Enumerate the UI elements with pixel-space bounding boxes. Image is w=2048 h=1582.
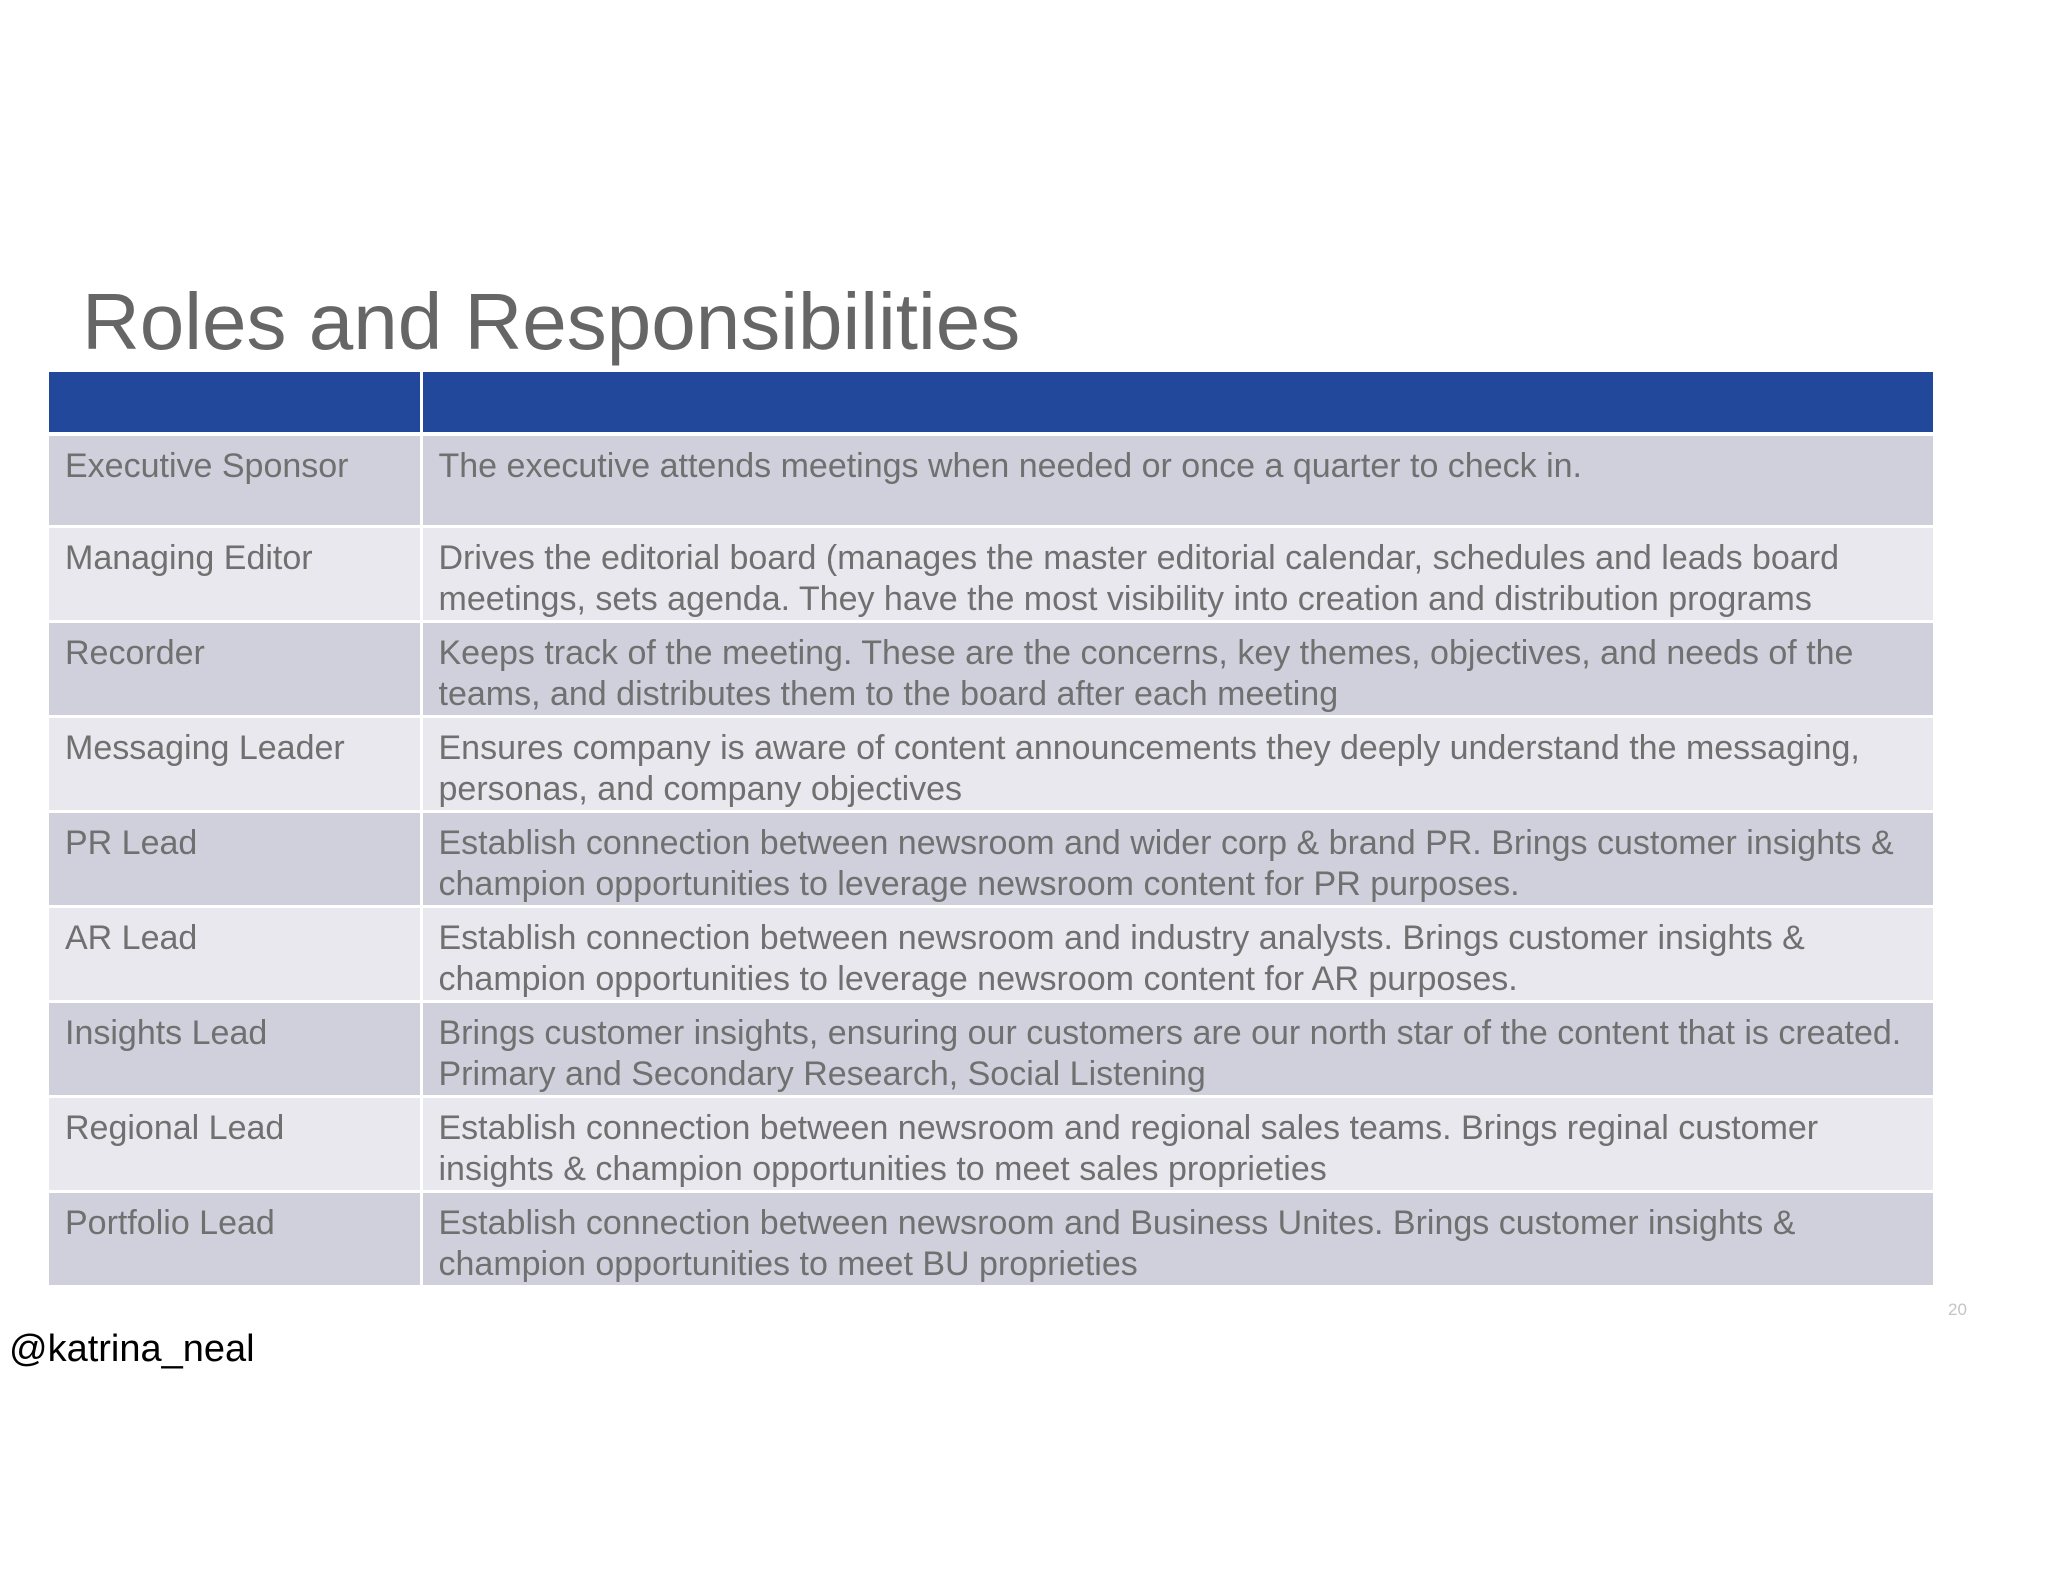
role-cell: Messaging Leader — [49, 716, 421, 811]
description-cell: The executive attends meetings when needed or once a quarter to check in. — [421, 434, 1933, 526]
table-header-row — [49, 372, 1933, 434]
role-cell: Recorder — [49, 621, 421, 716]
description-cell: Establish connection between newsroom and regional sales teams. Brings reginal customer insights & champion opportunities to meet sales proprieties — [421, 1096, 1933, 1191]
description-cell: Brings customer insights, ensuring our customers are our north star of the content that is created. Primary and Secondary Research, Social Listening — [421, 1001, 1933, 1096]
description-cell: Keeps track of the meeting. These are the concerns, key themes, objectives, and needs of the teams, and distributes them to the board after each meeting — [421, 621, 1933, 716]
table-row — [49, 434, 1933, 526]
description-cell: Establish connection between newsroom and industry analysts. Brings customer insights & champion opportunities to leverage newsroom content for AR purposes. — [421, 906, 1933, 1001]
role-cell: Portfolio Lead — [49, 1191, 421, 1286]
page-number: 20 — [1948, 1300, 1967, 1319]
description-cell: Establish connection between newsroom and Business Unites. Brings customer insights & champion opportunities to meet BU proprieties — [421, 1191, 1933, 1286]
role-cell: Executive Sponsor — [49, 434, 421, 526]
description-cell: Ensures company is aware of content announcements they deeply understand the messaging, personas, and company objectives — [421, 716, 1933, 811]
table-row — [49, 811, 1933, 906]
table-row — [49, 1096, 1933, 1191]
roles-table — [49, 372, 1933, 1288]
table-row — [49, 716, 1933, 811]
table-row — [49, 1191, 1933, 1286]
header-cell-role — [49, 372, 421, 434]
author-handle: @katrina_neal — [9, 1328, 255, 1370]
role-cell: Insights Lead — [49, 1001, 421, 1096]
table-row — [49, 621, 1933, 716]
table-row — [49, 1001, 1933, 1096]
table-row — [49, 906, 1933, 1001]
role-cell: AR Lead — [49, 906, 421, 1001]
role-cell: Regional Lead — [49, 1096, 421, 1191]
description-cell: Establish connection between newsroom and wider corp & brand PR. Brings customer insights & champion opportunities to leverage newsroom content for PR purposes. — [421, 811, 1933, 906]
description-cell: Drives the editorial board (manages the master editorial calendar, schedules and leads board meetings, sets agenda. They have the most visibility into creation and distribution programs — [421, 526, 1933, 621]
header-cell-description — [421, 372, 1933, 434]
role-cell: Managing Editor — [49, 526, 421, 621]
role-cell: PR Lead — [49, 811, 421, 906]
table-row — [49, 526, 1933, 621]
slide-title: Roles and Responsibilities — [82, 277, 1021, 366]
